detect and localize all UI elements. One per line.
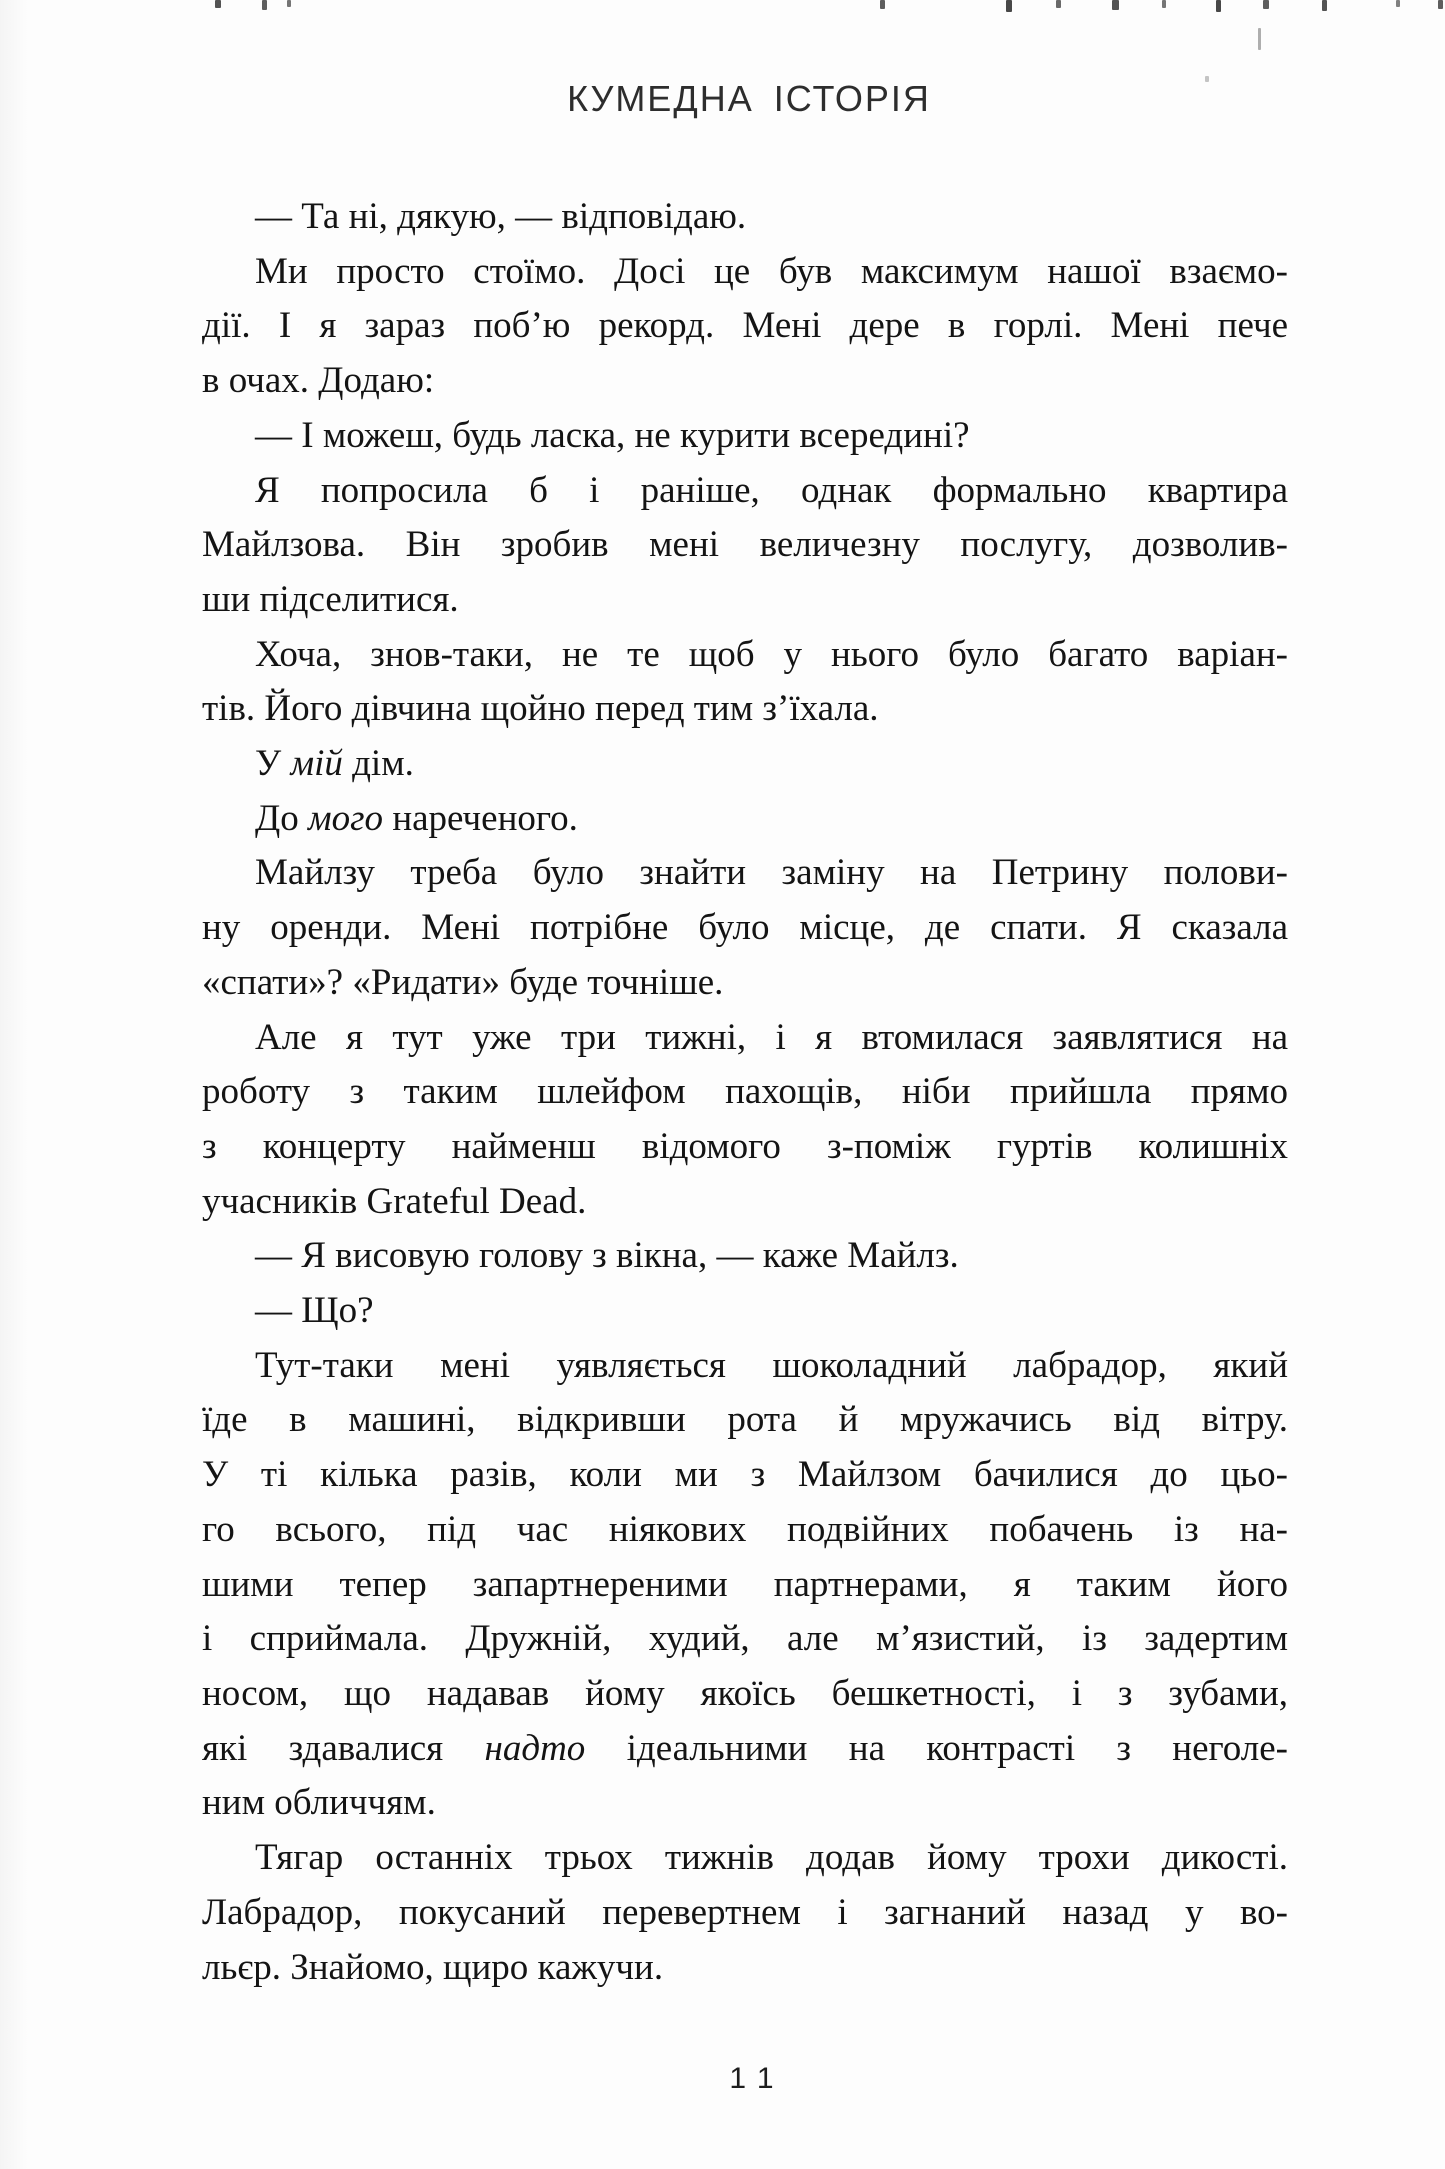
scan-artifact (1056, 0, 1061, 8)
text-segment: До (255, 797, 308, 839)
text-line (202, 846, 1288, 901)
text-line (202, 190, 1288, 245)
text-line (202, 1448, 1288, 1503)
scan-artifact (880, 0, 885, 9)
text-segment: роботу з таким шлейфом пахощів, ніби прийшла прямо (202, 1071, 1288, 1113)
page-text (202, 190, 1288, 1995)
text-line (202, 1175, 1288, 1230)
text-line (202, 901, 1288, 956)
page-number: 11 (729, 2062, 787, 2095)
text-segment: Ми просто стоїмо. Досі це був максимум нашої взаємо- (255, 250, 1288, 292)
text-line (202, 464, 1288, 519)
italic-text-segment: мого (308, 797, 384, 839)
text-segment: ним обличчям. (202, 1782, 436, 1824)
text-segment: Я попросила б і раніше, однак формально квартира (255, 469, 1288, 511)
text-segment: нареченого. (383, 797, 578, 839)
text-segment: з концерту найменш відомого з-поміж гуртів колишніх (202, 1125, 1288, 1167)
text-segment: го всього, під час ніякових подвійних побачень із на- (202, 1508, 1288, 1550)
text-line (202, 1776, 1288, 1831)
text-line (202, 792, 1288, 847)
text-segment: ши підселитися. (202, 578, 459, 620)
text-segment: Тягар останніх трьох тижнів додав йому трохи дикості. (255, 1837, 1288, 1879)
text-line (202, 1011, 1288, 1066)
text-segment: Хоча, знов-таки, не те щоб у нього було багато варіан- (255, 633, 1288, 675)
text-line (202, 737, 1288, 792)
text-segment: Майлзу треба було знайти заміну на Петрину полови- (255, 852, 1288, 894)
text-segment: «спати»? «Ридати» буде точніше. (202, 961, 724, 1003)
text-line (202, 245, 1288, 300)
text-line (202, 956, 1288, 1011)
text-segment: У (255, 743, 291, 785)
text-segment: У ті кілька разів, коли ми з Майлзом бачилися до цьо- (202, 1454, 1288, 1496)
scan-artifact (1162, 0, 1166, 8)
scan-edge-shade (0, 0, 28, 2169)
text-line (202, 1229, 1288, 1284)
scan-artifact (1258, 28, 1261, 50)
text-segment: Тут-таки мені уявляється шоколадний лабрадор, який (255, 1344, 1288, 1386)
scan-artifact (1112, 0, 1119, 10)
text-segment: льєр. Знайомо, щиро кажучи. (202, 1946, 664, 1988)
text-line (202, 1065, 1288, 1120)
text-line (202, 1393, 1288, 1448)
scan-artifact (1322, 0, 1327, 11)
scan-artifact (1006, 0, 1012, 12)
text-segment: їде в машині, відкривши рота й мружачись від вітру. (202, 1399, 1288, 1441)
text-line (202, 1722, 1288, 1777)
italic-text-segment: мій (290, 743, 343, 785)
scan-artifact (1396, 0, 1400, 7)
text-line (202, 1284, 1288, 1339)
text-segment: Лабрадор, покусаний перевертнем і загнаний назад у во- (202, 1891, 1288, 1933)
text-segment: — Що? (255, 1290, 374, 1332)
running-header: КУМЕДНА ІСТОРІЯ (567, 78, 931, 119)
text-line (202, 682, 1288, 737)
scan-artifact (215, 0, 221, 8)
text-line (202, 518, 1288, 573)
scan-artifact (1216, 0, 1221, 12)
text-segment: Майлзова. Він зробив мені величезну послугу, дозволив- (202, 524, 1288, 566)
text-segment: — І можеш, будь ласка, не курити всередині? (255, 414, 970, 456)
text-segment: шими тепер запартнереними партнерами, я таким його (202, 1563, 1288, 1605)
text-segment: — Я висовую голову з вікна, — каже Майлз. (255, 1235, 959, 1277)
text-line (202, 299, 1288, 354)
text-line (202, 1886, 1288, 1941)
text-segment: Але я тут уже три тижні, і я втомилася заявлятися на (255, 1016, 1288, 1058)
text-segment: ну оренди. Мені потрібне було місце, де спати. Я сказала (202, 907, 1288, 949)
text-line (202, 1339, 1288, 1394)
text-segment: і сприймала. Дружній, худий, але м’язистий, із задертим (202, 1618, 1288, 1660)
text-line (202, 628, 1288, 683)
text-segment: які здавалися (202, 1727, 485, 1769)
text-segment: — Та ні, дякую, — відповідаю. (255, 196, 747, 237)
text-line (202, 573, 1288, 628)
text-line (202, 409, 1288, 464)
scan-artifact (262, 0, 267, 10)
scan-artifact (1263, 0, 1269, 9)
text-line (202, 1503, 1288, 1558)
text-segment: носом, що надавав йому якоїсь бешкетності, і з зубами, (202, 1672, 1288, 1714)
text-line (202, 1612, 1288, 1667)
text-segment: в очах. Додаю: (202, 360, 435, 402)
text-line (202, 1941, 1288, 1996)
text-segment: дії. І я зараз поб’ю рекорд. Мені дере в горлі. Мені пече (202, 305, 1288, 347)
text-segment: дім. (342, 743, 414, 785)
text-line (202, 1667, 1288, 1722)
text-segment: тів. Його дівчина щойно перед тим з’їхала. (202, 688, 879, 730)
text-line (202, 354, 1288, 409)
text-segment: ідеальними на контрасті з неголе- (585, 1727, 1289, 1769)
text-segment: учасників Grateful Dead. (202, 1180, 587, 1222)
text-line (202, 1120, 1288, 1175)
scan-artifact (287, 0, 291, 7)
text-line (202, 1831, 1288, 1886)
text-line (202, 1558, 1288, 1613)
italic-text-segment: надто (484, 1727, 586, 1769)
scan-artifact (1438, 0, 1443, 9)
